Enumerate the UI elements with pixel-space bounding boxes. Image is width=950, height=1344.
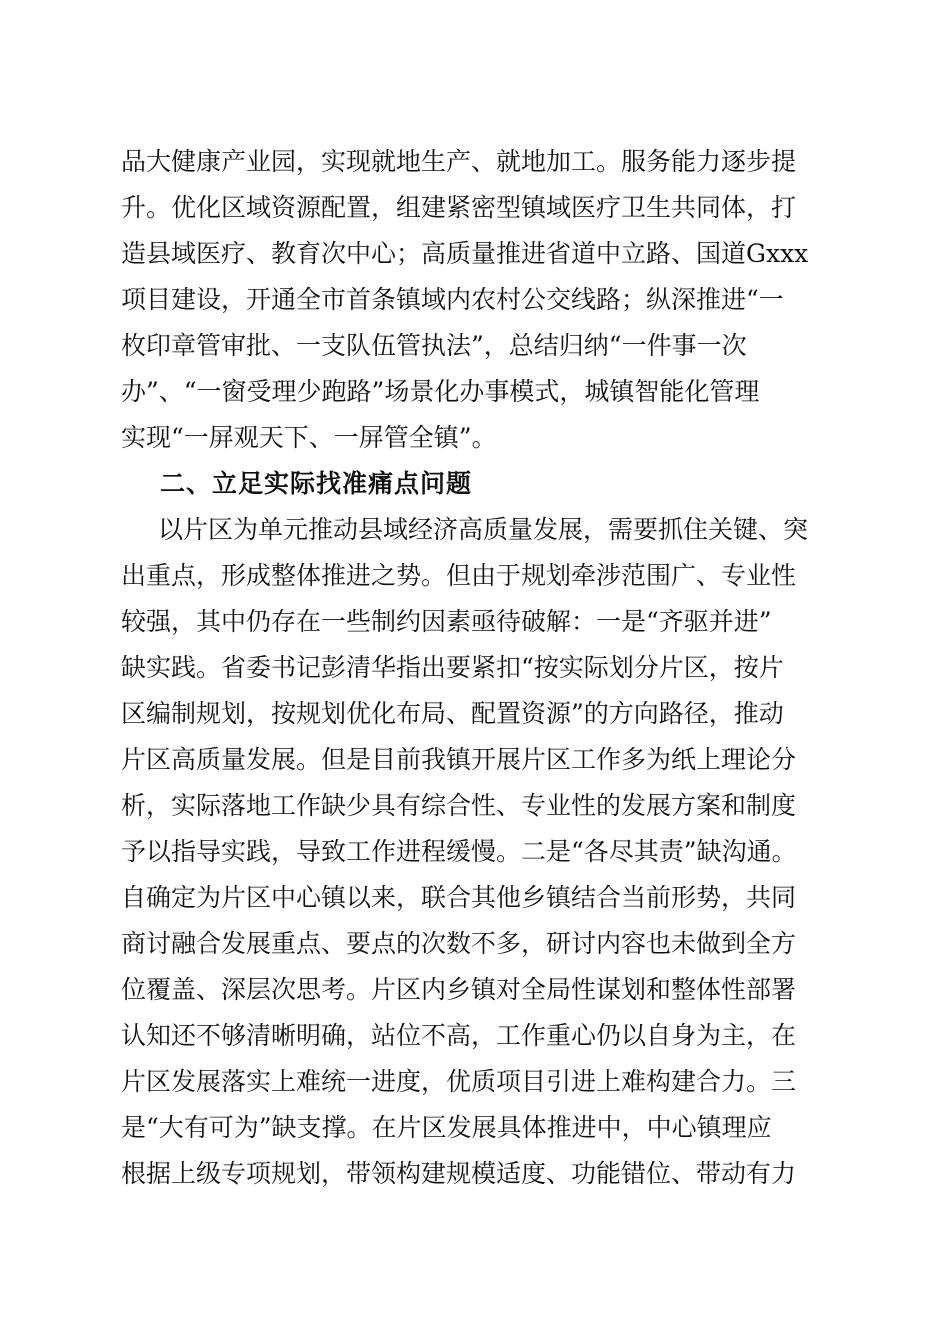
text-line: 根据上级专项规划，带领构建规模适度、功能错位、带动有力 (121, 1159, 797, 1188)
text-line: 实现“一屏观天下、一屏管全镇”。 (121, 423, 497, 452)
text-line: 出重点，形成整体推进之势。但由于规划牵涉范围广、专业性 (121, 561, 797, 590)
text-line: 商讨融合发展重点、要点的次数不多，研讨内容也未做到全方 (121, 929, 797, 958)
text-line: 较强，其中仍存在一些制约因素亟待破解：一是“齐驱并进” (121, 607, 772, 636)
text-line: 片区高质量发展。但是目前我镇开展片区工作多为纸上理论分 (121, 745, 797, 774)
paragraph-first-line: 以片区为单元推动县域经济高质量发展，需要抓住关键、突 (158, 515, 809, 544)
text-line: 是“大有可为”缺支撑。在片区发展具体推进中，中心镇理应 (121, 1113, 772, 1142)
text-line: 自确定为片区中心镇以来，联合其他乡镇结合当前形势，共同 (121, 883, 797, 912)
text-line: 品大健康产业园，实现就地生产、就地加工。服务能力逐步提 (121, 147, 797, 176)
text-line: 办”、“一窗受理少跑路”场景化办事模式，城镇智能化管理 (121, 377, 760, 406)
text-line: 认知还不够清晰明确，站位不高，工作重心仍以自身为主，在 (121, 1021, 797, 1050)
text-line: 缺实践。省委书记彭清华指出要紧扣“按实际划分片区，按片 (121, 653, 784, 682)
section-heading: 二、立足实际找准痛点问题 (160, 469, 473, 498)
text-line: 位覆盖、深层次思考。片区内乡镇对全局性谋划和整体性部署 (121, 975, 797, 1004)
text-line: 枚印章管审批、一支队伍管执法”，总结归纳“一件事一次 (121, 331, 747, 360)
text-line: 区编制规划，按规划优化布局、配置资源”的方向路径，推动 (121, 699, 784, 728)
text-line: 予以指导实践，导致工作进程缓慢。二是“各尽其责”缺沟通。 (121, 837, 797, 866)
text-line: 升。优化区域资源配置，组建紧密型镇域医疗卫生共同体，打 (121, 193, 797, 222)
text-line: 造县域医疗、教育次中心；高质量推进省道中立路、国道Gxxx (121, 239, 809, 268)
text-line: 析，实际落地工作缺少具有综合性、专业性的发展方案和制度 (121, 791, 797, 820)
text-line: 片区发展落实上难统一进度，优质项目引进上难构建合力。三 (121, 1067, 797, 1096)
text-line: 项目建设，开通全市首条镇域内农村公交线路；纵深推进“一 (121, 285, 784, 314)
